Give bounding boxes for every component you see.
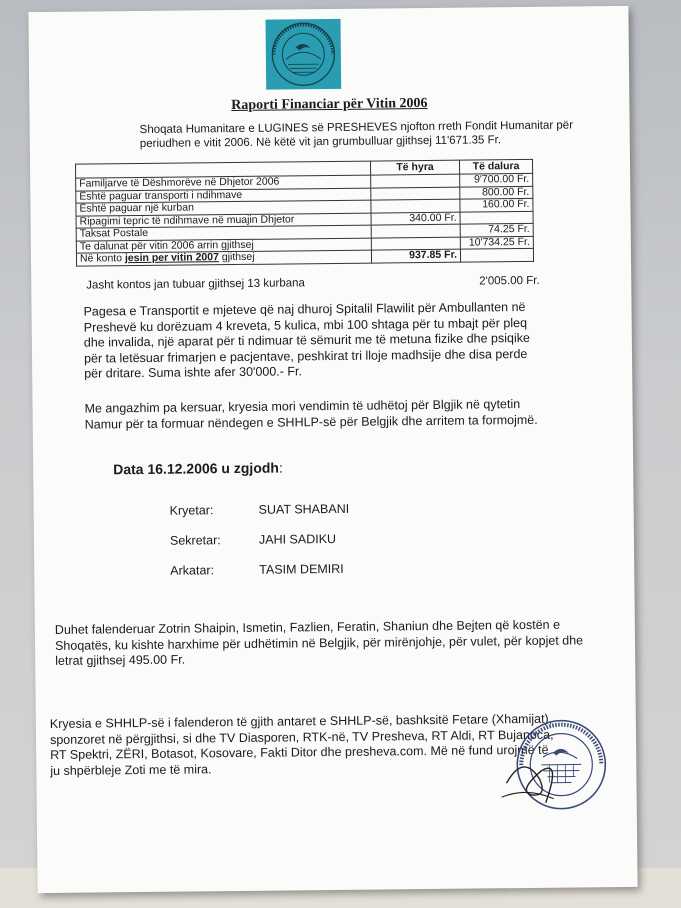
table-total-row [76, 248, 533, 265]
label-bold: jesin per vitin 2007 [124, 251, 219, 265]
label-post: gjithsej [218, 250, 255, 264]
row-income: 937.85 Fr. [371, 249, 460, 262]
financial-table [75, 159, 534, 266]
row-expense [460, 248, 533, 261]
election-date [113, 460, 283, 478]
transport-paragraph: Pagesa e Transportit e mjeteve që naj dhuroj Spitalil Flawilit për Ambullanten në Preshevë ku dorëzuam 4 kreveta, 5 kulica, mbi 100 shtaga për tu mbajt për pleq dhe invalida, një aparat për ti ndimuar të sëmurit me të metuna fizike dhe psiqike për ta letësuar frimarjen e pacjentave, peshkirat tri lloje madhsije dhe disa perde për dritare. Suma ishte afer 30'000.- Fr. [83, 299, 530, 381]
row-label: Taksat Postale [76, 225, 371, 241]
election-date-colon: : [278, 459, 283, 476]
table-header: Të dalura [459, 159, 532, 174]
row-label: Familjarve të Dëshmorëve në Dhjetor 2006 [76, 175, 371, 191]
officer-role: Kryetar: [169, 503, 214, 518]
row-expense: 10'734.25 Fr. [460, 236, 533, 249]
document-page [28, 6, 637, 893]
globe-bird-seal-icon [265, 19, 341, 90]
row-label: Është paguar transporti i ndihmave [76, 188, 371, 204]
row-label: Te dalunat për vitin 2006 arrin gjithsej [76, 238, 371, 254]
officer-role: Arkatar: [170, 563, 215, 578]
row-income [371, 199, 460, 212]
officer-role: Sekretar: [169, 533, 221, 548]
belgium-paragraph: Me angazhim pa kersuar, kryesia mori vendimin të udhëtoj për Blgjik në qytetin Namur për ta formuar nëndegen e SHHLP-së për Belgjik dhe arritem ta formojmë. [84, 397, 538, 432]
row-label: Ripagimi tepric të ndihmave në muajin Dhjetor [76, 213, 371, 229]
row-expense: 9'700.00 Fr. [460, 173, 533, 186]
organization-seal [265, 19, 341, 90]
table-header: Të hyra [370, 160, 459, 175]
row-income: 340.00 Fr. [371, 212, 460, 225]
row-expense: 160.00 Fr. [460, 198, 533, 211]
row-label: Është paguar një kurban [76, 200, 371, 216]
document-title: Raporti Financiar për Vitin 2006 [231, 95, 428, 114]
row-label [76, 250, 371, 266]
row-income [371, 174, 460, 187]
organization-stamp [501, 712, 612, 817]
row-income [371, 224, 460, 237]
intro-paragraph: Shoqata Humanitare e LUGINES së PRESHEVES njofton rreth Fondit Humanitar për periudhen e vitit 2006. Në këtë vit jan grumbulluar gjithsej 11'671.35 Fr. [139, 119, 574, 150]
closing-paragraph: Kryesia e SHHLP-së i falenderon të gjith antaret e SHHLP-së, bashksitë Fetare (Xhamijat), sponzoret në përgjithsi, si dhe TV Diasporen, RTK-në, TV Presheva, RT Aldi, RT Bujanoca, RT Spektri, ZËRI, Botasot, Kosovare, Fakti Ditor dhe presheva.com. Më në fund urojmë të ju shpërbleje Zoti me të mira. [49, 711, 554, 778]
officer-name: SUAT SHABANI [258, 501, 350, 517]
stamp-seal-icon [501, 712, 612, 817]
officer-name: TASIM DEMIRI [259, 561, 344, 577]
election-date-text: Data 16.12.2006 u zgjodh [113, 459, 280, 478]
kurbana-text: Jasht kontos jan tubuar gjithsej 13 kurbana [86, 277, 305, 292]
row-income [371, 187, 460, 200]
thanks-paragraph: Duhet falenderuar Zotrin Shaipin, Ismetin, Fazlien, Feratin, Shaniun dhe Bejten që kostën e Shoqatës, ku kishte harxhime për udhëtimin në Belgjik, për mirënjohje, për vulet, për kopjet dhe letrat gjithsej 495.00 Fr. [54, 617, 584, 668]
row-expense: 800.00 Fr. [460, 186, 533, 199]
kurbana-amount: 2'005.00 Fr. [479, 274, 540, 288]
officer-name: JAHI SADIKU [258, 531, 337, 547]
label-pre: Në konto [79, 252, 126, 265]
row-expense: 74.25 Fr. [460, 223, 533, 236]
